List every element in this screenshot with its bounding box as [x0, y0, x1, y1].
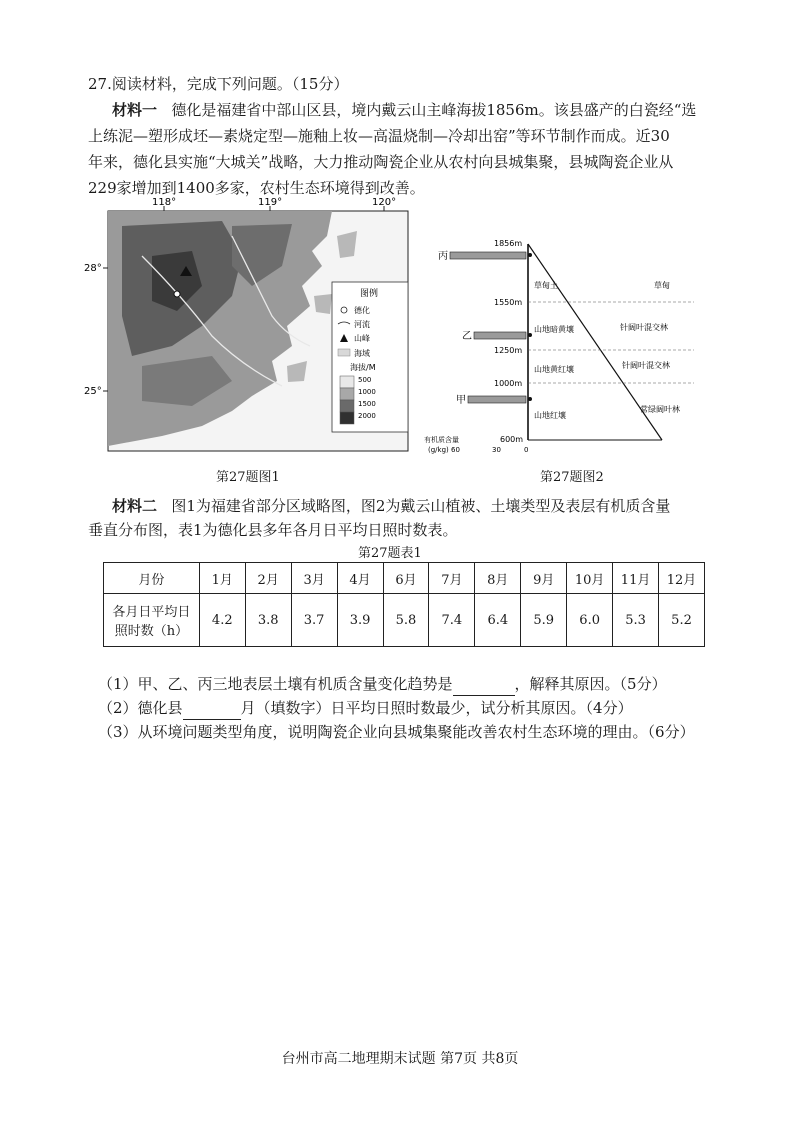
elev-2000: 2000 — [358, 412, 376, 420]
material-1-text-1: 德化是福建省中部山区县，境内戴云山主峰海拔1856m。该县盛产的白瓷经“选 — [171, 101, 697, 119]
axis-label-unit: (g/kg) 60 — [428, 446, 460, 454]
subquestion-2-text-a: （2）德化县 — [98, 699, 183, 717]
lon-label-119: 119° — [258, 197, 283, 208]
veg-mixed-1: 针阔叶混交林 — [620, 323, 668, 332]
value-cell: 3.8 — [245, 594, 291, 647]
figure-2-caption: 第27题图2 — [540, 470, 604, 485]
month-cell: 3月 — [291, 563, 337, 594]
answer-blank-1[interactable] — [453, 679, 515, 696]
month-cell: 12月 — [659, 563, 705, 594]
soil-dark-yellow: 山地暗黄壤 — [534, 325, 574, 334]
month-cell: 9月 — [521, 563, 567, 594]
soil-yellow-red: 山地黄红壤 — [534, 365, 574, 374]
material-1-label: 材料一 — [112, 101, 158, 119]
legend-item-sea: 海域 — [354, 349, 370, 358]
subquestion-1 — [98, 672, 667, 696]
material-2-text-1: 图1为福建省部分区域略图，图2为戴云山植被、土壤类型及表层有机质含量 — [171, 497, 671, 515]
value-cell: 5.8 — [383, 594, 429, 647]
place-bing: 丙 — [438, 251, 448, 262]
figure-2-vertical-profile — [422, 232, 712, 462]
legend-item-river: 河流 — [354, 320, 370, 329]
elev-1000: 1000 — [358, 388, 376, 396]
value-cell: 5.3 — [613, 594, 659, 647]
material-1-line-4: 229家增加到1400多家，农村生态环境得到改善。 — [88, 179, 425, 197]
veg-meadow: 草甸 — [654, 281, 670, 290]
value-cell: 3.7 — [291, 594, 337, 647]
subquestion-1-text-b: ，解释其原因。（5分） — [514, 675, 667, 693]
legend-title: 图例 — [360, 289, 379, 299]
legend-item-dehua: 德化 — [354, 306, 370, 315]
axis-tick-30: 30 — [492, 446, 501, 454]
row-label-line-1: 各月日平均日 — [112, 605, 191, 620]
material-2-line-2: 垂直分布图，表1为德化县多年各月日平均日照时数表。 — [88, 521, 458, 539]
header-month-label: 月份 — [104, 563, 200, 594]
month-cell: 6月 — [383, 563, 429, 594]
lat-label-25: 25° — [84, 386, 102, 397]
dehua-marker-icon — [341, 307, 347, 313]
elev-500: 500 — [358, 376, 372, 384]
elev-label-1856: 1856m — [494, 239, 523, 248]
month-cell: 1月 — [199, 563, 245, 594]
row-label-sunshine — [104, 594, 200, 647]
veg-mixed-2: 针阔叶混交林 — [622, 361, 670, 370]
lon-label-118: 118° — [152, 197, 177, 208]
figure-1-map — [82, 196, 422, 461]
lon-label-120: 120° — [372, 197, 397, 208]
soil-red: 山地红壤 — [534, 411, 566, 420]
place-jia: 甲 — [456, 395, 466, 406]
veg-evergreen: 常绿阔叶林 — [640, 405, 680, 414]
elev-label-1550: 1550m — [494, 298, 523, 307]
material-2-label: 材料二 — [112, 497, 158, 515]
elev-1500: 1500 — [358, 400, 376, 408]
table-row — [104, 563, 705, 594]
axis-tick-0: 0 — [524, 446, 529, 454]
value-cell: 5.2 — [659, 594, 705, 647]
subquestion-1-text-a: （1）甲、乙、丙三地表层土壤有机质含量变化趋势是 — [98, 675, 453, 693]
month-cell: 8月 — [475, 563, 521, 594]
month-cell: 10月 — [567, 563, 613, 594]
sunshine-table — [103, 562, 705, 647]
value-cell: 6.4 — [475, 594, 521, 647]
lat-label-28: 28° — [84, 263, 102, 274]
figure-1-caption: 第27题图1 — [216, 470, 280, 485]
elev-label-600: 600m — [500, 435, 524, 444]
subquestion-2 — [98, 696, 633, 720]
subquestion-3: （3）从环境问题类型角度，说明陶瓷企业向县城集聚能改善农村生态环境的理由。（6分） — [98, 723, 695, 741]
month-cell: 11月 — [613, 563, 659, 594]
legend-item-peak: 山峰 — [354, 334, 370, 343]
sea-area-icon — [338, 349, 350, 356]
material-1-line-2: 上练泥—塑形成坯—素烧定型—施釉上妆—高温烧制—冷却出窑”等环节制作而成。近30 — [88, 127, 670, 145]
material-2-line-1 — [112, 494, 670, 518]
subquestion-2-text-b: 月（填数字）日平均日照时数最少，试分析其原因。（4分） — [240, 699, 633, 717]
month-cell: 4月 — [337, 563, 383, 594]
elev-label-1000: 1000m — [494, 379, 523, 388]
axis-label-organic: 有机质含量 — [424, 436, 459, 444]
material-1-line-1 — [112, 98, 696, 122]
elev-label-1250: 1250m — [494, 346, 523, 355]
place-yi: 乙 — [462, 331, 472, 342]
organic-bar-jia — [468, 396, 526, 403]
question-header: 27.阅读材料，完成下列问题。（15分） — [88, 75, 349, 93]
page-footer: 台州市高二地理期末试题 第7页 共8页 — [281, 1051, 519, 1067]
value-cell: 6.0 — [567, 594, 613, 647]
elevation-title: 海拔/M — [350, 363, 376, 372]
organic-bar-yi — [474, 332, 526, 339]
soil-meadow: 草甸土 — [534, 281, 558, 290]
month-cell: 2月 — [245, 563, 291, 594]
value-cell: 3.9 — [337, 594, 383, 647]
organic-bar-bing — [450, 252, 526, 259]
value-cell: 4.2 — [199, 594, 245, 647]
value-cell: 5.9 — [521, 594, 567, 647]
value-cell: 7.4 — [429, 594, 475, 647]
table-row — [104, 594, 705, 647]
material-1-line-3: 年来，德化县实施“大城关”战略，大力推动陶瓷企业从农村向县城集聚，县城陶瓷企业从 — [88, 153, 674, 171]
row-label-line-2: 照时数（h） — [114, 624, 189, 639]
month-cell: 7月 — [429, 563, 475, 594]
answer-blank-2[interactable] — [183, 703, 241, 720]
table-1-title: 第27题表1 — [358, 546, 422, 561]
